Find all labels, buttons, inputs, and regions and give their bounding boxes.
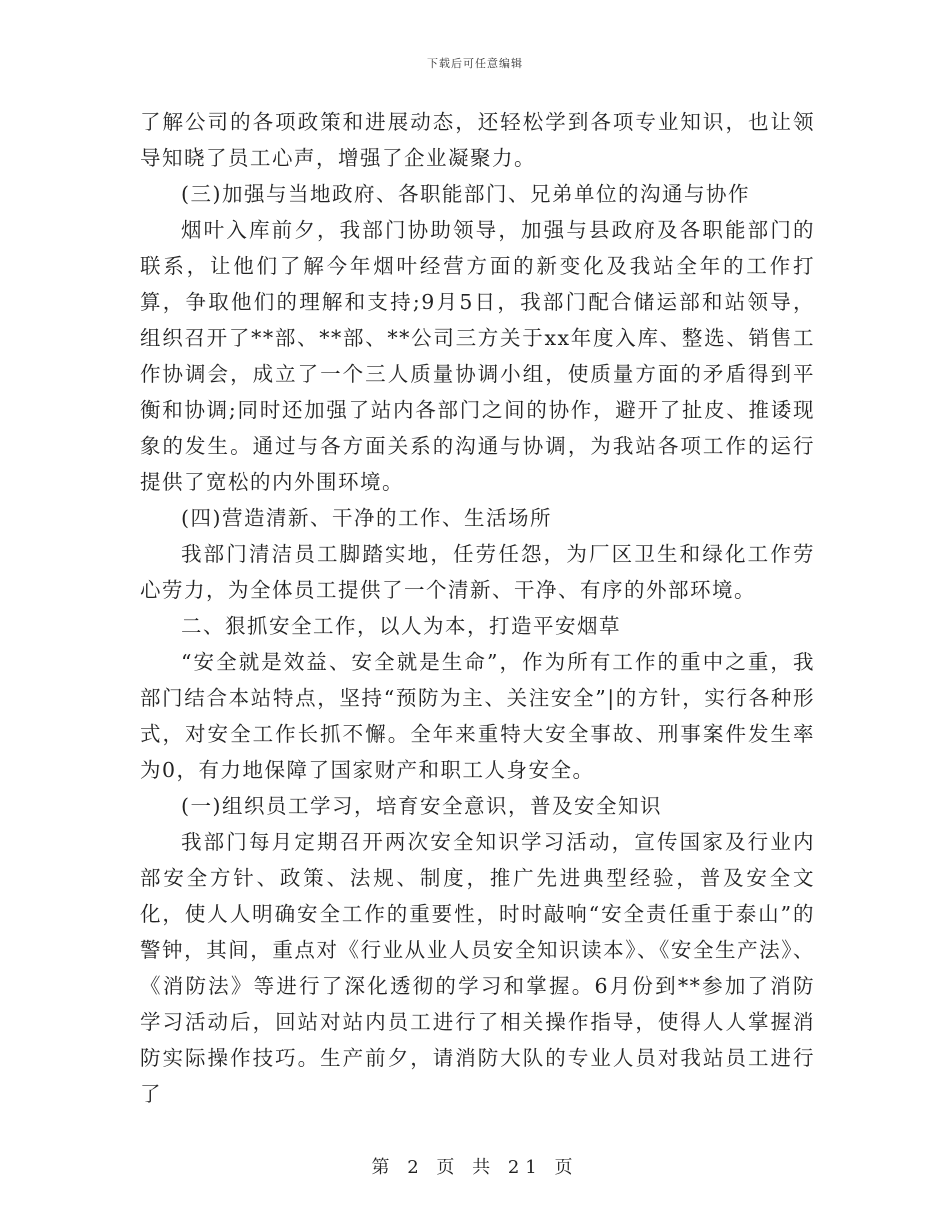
paragraph-5: 我部门每月定期召开两次安全知识学习活动，宣传国家及行业内部安全方针、政策、法规、制度，推广先进典型经验，普及安全文化，使人人明确安全工作的重要性，时时敲响“安全责任重于泰山”的警钟，其间，重点对《行业从业人员安全知识读本》、《安全生产法》、《消防法》等进行了深化透彻的学习和掌握。6月份到**参加了消防学习活动后，回站对站内员工进行了相关操作指导，使得人人掌握消防实际操作技巧。生产前夕，请消防大队的专业人员对我站员工进行了 bbox=[140, 830, 815, 1106]
paragraph-4: “安全就是效益、安全就是生命”，作为所有工作的重中之重，我部门结合本站特点，坚持“预防为主、关注安全”|的方针，实行各种形式，对安全工作长抓不懈。全年来重特大安全事故、刑事案件发生率为0，有力地保障了国家财产和职工人身安全。 bbox=[140, 650, 815, 782]
paragraph-1: 了解公司的各项政策和进展动态，还轻松学到各项专业知识，也让领导知晓了员工心声，增强了企业凝聚力。 bbox=[140, 110, 815, 170]
document-body bbox=[140, 104, 815, 1112]
paragraph-3: 我部门清洁员工脚踏实地，任劳任怨，为厂区卫生和绿化工作劳心劳力，为全体员工提供了一个清新、干净、有序的外部环境。 bbox=[140, 542, 815, 602]
section-heading-4: (四)营造清新、干净的工作、生活场所 bbox=[181, 506, 552, 530]
section-heading-1: (一)组织员工学习，培育安全意识，普及安全知识 bbox=[181, 794, 662, 818]
paragraph-2: 烟叶入库前夕，我部门协助领导，加强与县政府及各职能部门的联系，让他们了解今年烟叶经营方面的新变化及我站全年的工作打算，争取他们的理解和支持;9月5日，我部门配合储运部和站领导，组织召开了**部、**部、**公司三方关于xx年度入库、整选、销售工作协调会，成立了一个三人质量协调小组，使质量方面的矛盾得到平衡和协调;同时还加强了站内各部门之间的协作，避开了扯皮、推诿现象的发生。通过与各方面关系的沟通与协调，为我站各项工作的运行提供了宽松的内外围环境。 bbox=[140, 218, 815, 494]
section-heading-3: (三)加强与当地政府、各职能部门、兄弟单位的沟通与协作 bbox=[181, 182, 750, 206]
page-footer: 第 2 页 共 21 页 bbox=[371, 1157, 579, 1178]
chapter-heading-2: 二、狠抓安全工作，以人为本，打造平安烟草 bbox=[181, 614, 621, 638]
page-header: 下载后可任意编辑 bbox=[427, 57, 523, 70]
